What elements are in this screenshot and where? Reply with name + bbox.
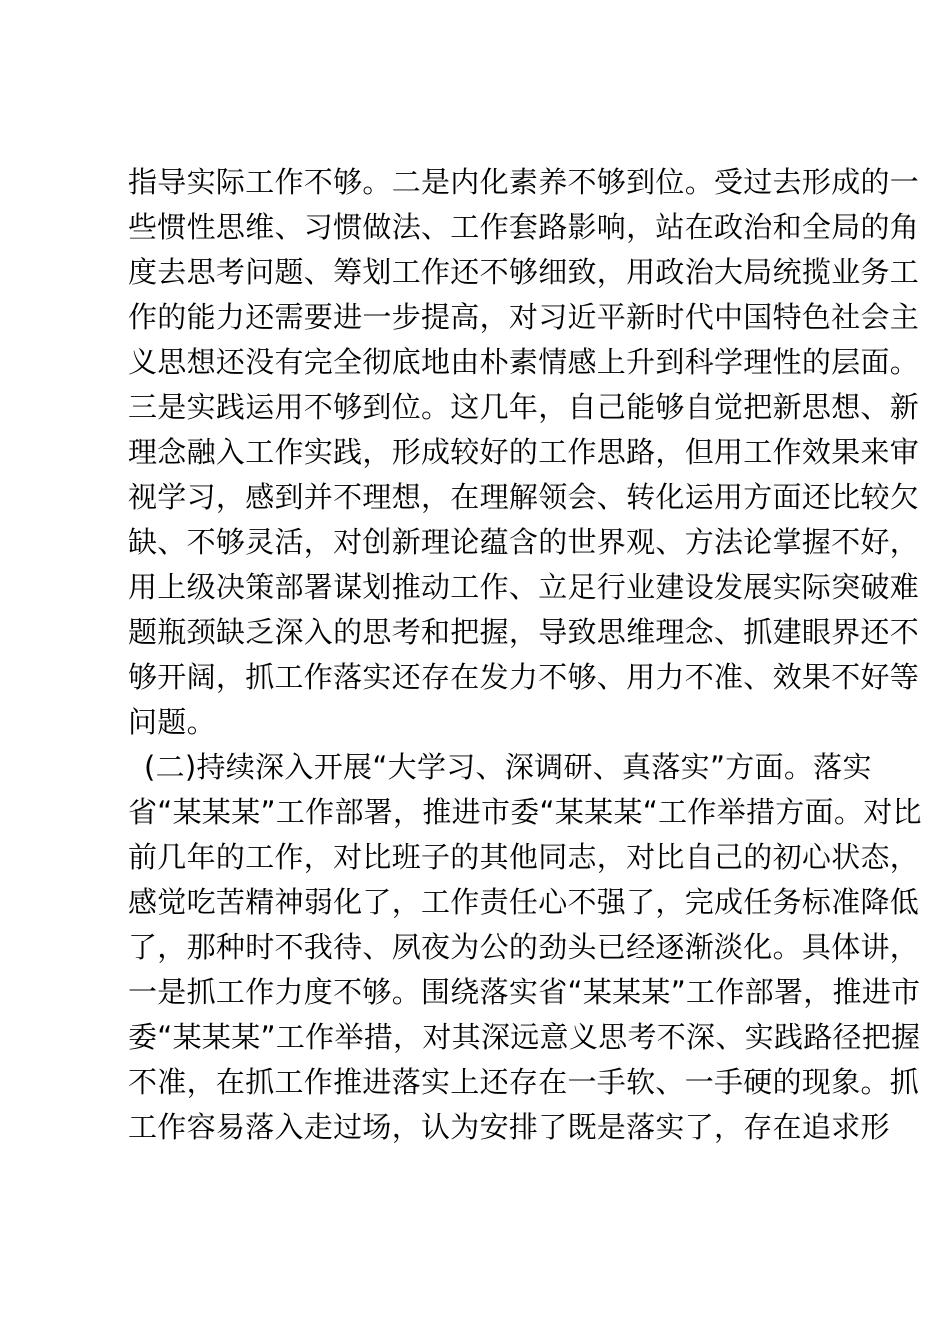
text-line: 感觉吃苦精神弱化了，工作责任心不强了，完成任务标准降低: [128, 885, 920, 919]
text-line: 够开阔，抓工作落实还存在发力不够、用力不准、效果不好等: [128, 660, 920, 694]
section-heading-line: (二)持续深入开展“大学习、深调研、真落实”方面。落实: [144, 750, 872, 784]
text-line: 工作容易落入走过场，认为安排了既是落实了，存在追求形: [128, 1110, 890, 1144]
text-line: 了，那种时不我待、夙夜为公的劲头已经逐渐淡化。具体讲，: [128, 930, 920, 964]
text-line: 题瓶颈缺乏深入的思考和把握，导致思维理念、抓建眼界还不: [128, 615, 920, 649]
text-line: 三是实践运用不够到位。这几年，自己能够自觉把新思想、新: [128, 390, 920, 424]
text-line: 指导实际工作不够。二是内化素养不够到位。受过去形成的一: [128, 165, 920, 199]
text-line: 度去思考问题、筹划工作还不够细致，用政治大局统揽业务工: [128, 255, 920, 289]
text-line: 视学习，感到并不理想，在理解领会、转化运用方面还比较欠: [128, 480, 920, 514]
text-line: 用上级决策部署谋划推动工作、立足行业建设发展实际突破难: [128, 570, 920, 604]
text-line: 一是抓工作力度不够。围绕落实省“某某某”工作部署，推进市: [128, 975, 921, 1009]
text-line: 问题。: [128, 705, 216, 739]
text-line: 省“某某某”工作部署，推进市委“某某某“工作举措方面。对比: [128, 795, 922, 829]
text-line: 缺、不够灵活，对创新理论蕴含的世界观、方法论掌握不好，: [128, 525, 920, 559]
text-line: 作的能力还需要进一步提高，对习近平新时代中国特色社会主: [128, 300, 920, 334]
text-line: 理念融入工作实践，形成较好的工作思路，但用工作效果来审: [128, 435, 920, 469]
body-text: [128, 160, 922, 1150]
text-line: 前几年的工作，对比班子的其他同志，对比自己的初心状态，: [128, 840, 920, 874]
text-line: 委“某某某”工作举措，对其深远意义思考不深、实践路径把握: [128, 1020, 921, 1054]
text-line: 不准，在抓工作推进落实上还存在一手软、一手硬的现象。抓: [128, 1065, 920, 1099]
text-line: 些惯性思维、习惯做法、工作套路影响，站在政治和全局的角: [128, 210, 920, 244]
text-line: 义思想还没有完全彻底地由朴素情感上升到科学理性的层面。: [128, 345, 920, 379]
